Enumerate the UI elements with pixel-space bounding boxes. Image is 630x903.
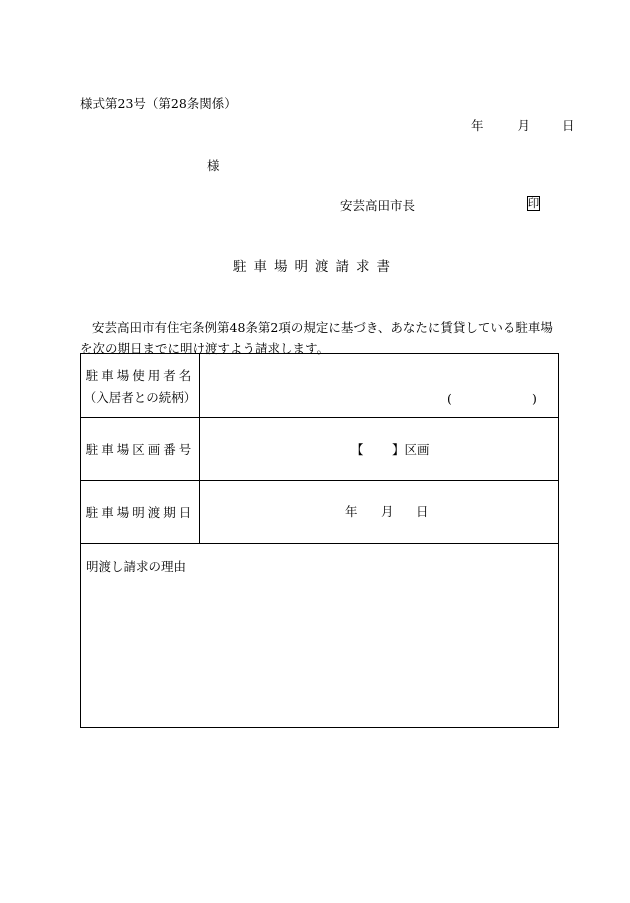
relation-close-paren: ) <box>532 391 537 406</box>
date-year: 年 <box>471 118 484 133</box>
addressee-suffix: 様 <box>207 158 220 173</box>
relation-open-paren: ( <box>447 391 452 406</box>
parking-lot-field[interactable] <box>200 418 558 480</box>
surrender-date-field[interactable] <box>200 481 558 543</box>
lot-close-bracket: 】区画 <box>392 442 430 457</box>
label-cell-lot <box>81 418 200 480</box>
row-parking-lot <box>81 418 558 481</box>
date-month: 月 <box>517 118 530 133</box>
label-cell-date <box>81 481 200 543</box>
seal-stamp: 印 <box>527 195 540 210</box>
label-surrender-date: 駐車場明渡期日 <box>85 505 195 520</box>
label-cell-user <box>81 354 200 417</box>
parking-user-field[interactable] <box>200 354 558 417</box>
label-parking-lot: 駐車場区画番号 <box>85 442 195 457</box>
reason-field[interactable] <box>81 544 558 728</box>
label-parking-user: 駐車場使用者名 <box>85 367 195 383</box>
form-number: 様式第23号（第28条関係） <box>80 96 237 111</box>
lot-open-bracket: 【 <box>351 442 364 457</box>
document-title: 駐車場明渡請求書 <box>233 259 397 275</box>
surrender-year: 年 <box>345 504 358 519</box>
label-reason: 明渡し請求の理由 <box>86 559 187 574</box>
request-body-text: 安芸高田市有住宅条例第48条第2項の規定に基づき、あなたに賃貸している駐車場を次の期日までに明け渡すよう請求します。 <box>80 320 553 356</box>
issuer-name: 安芸高田市長 <box>340 198 416 213</box>
surrender-month: 月 <box>381 504 394 519</box>
label-relation: （入居者との続柄） <box>83 389 197 405</box>
surrender-day: 日 <box>416 504 429 519</box>
row-parking-user <box>81 354 558 418</box>
date-day: 日 <box>561 118 575 133</box>
row-surrender-date <box>81 481 558 544</box>
request-form-table <box>80 353 559 728</box>
issue-date <box>471 120 574 133</box>
